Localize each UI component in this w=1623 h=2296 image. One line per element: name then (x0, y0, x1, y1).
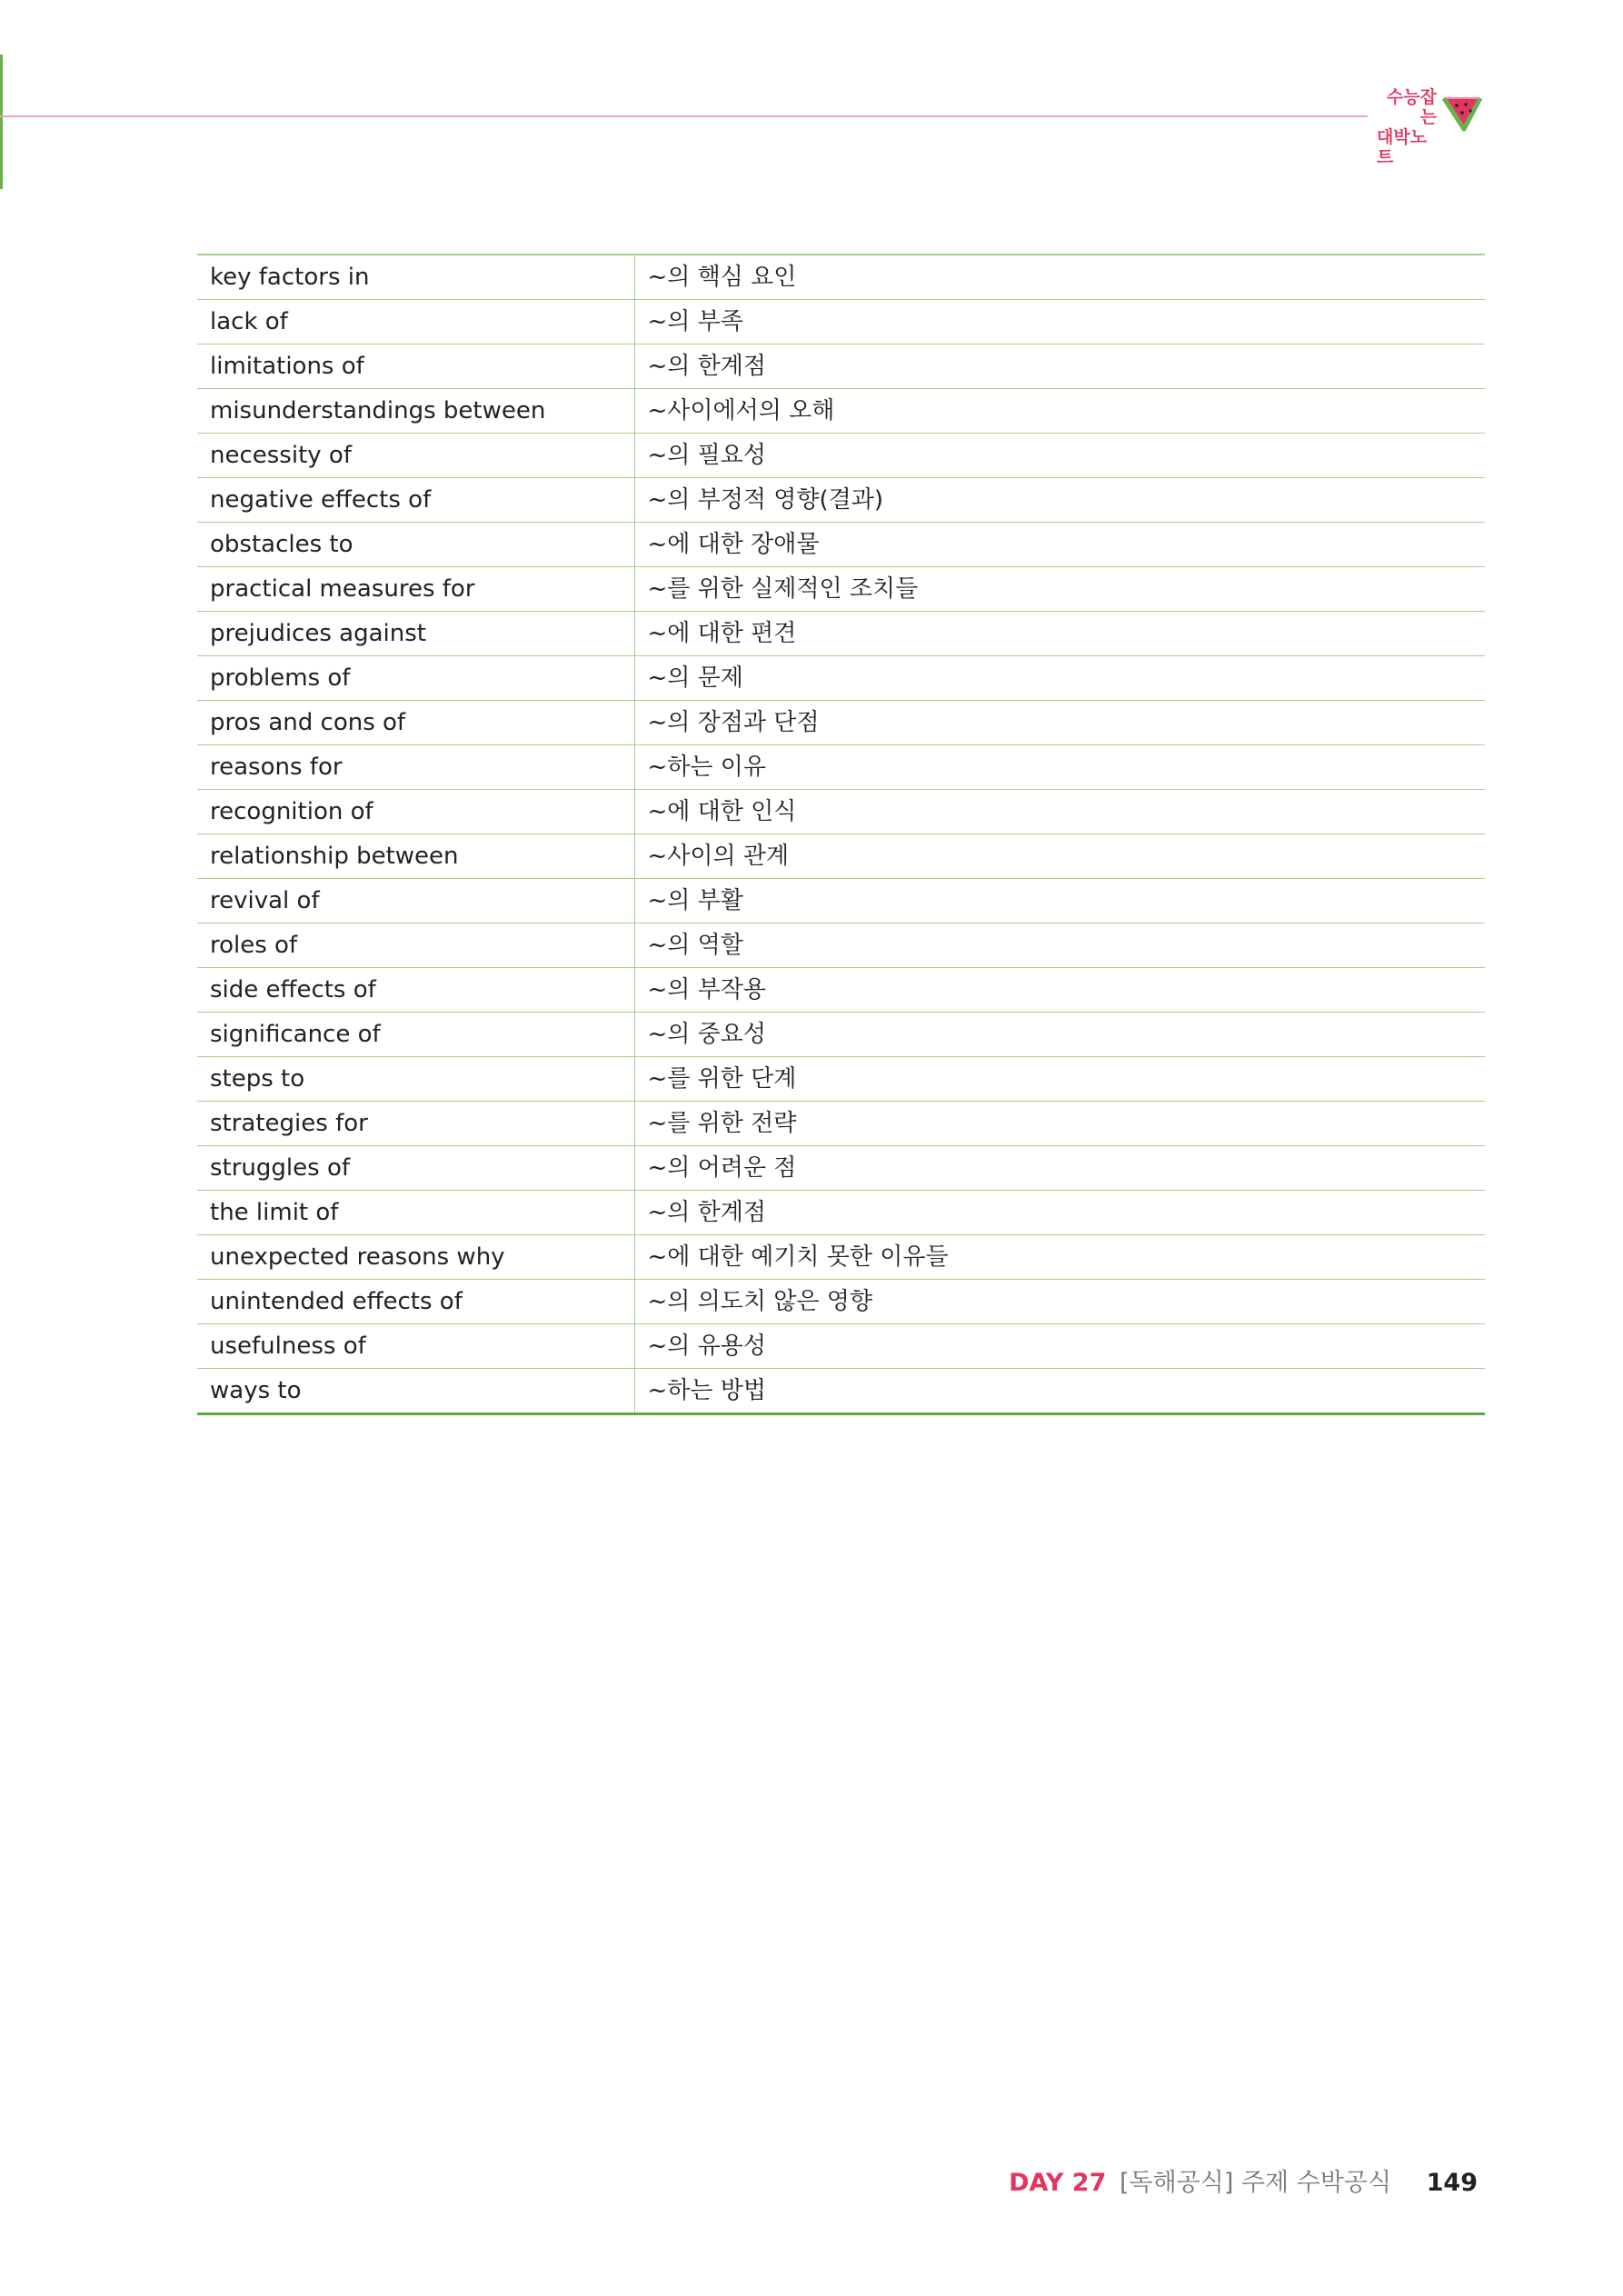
vocab-term: problems of (197, 656, 634, 701)
table-row (197, 1102, 1485, 1146)
vocab-meaning: ~에 대한 편견 (634, 612, 1485, 656)
vocab-term: negative effects of (197, 478, 634, 523)
page-number: 149 (1426, 2169, 1478, 2197)
vocab-meaning: ~의 중요성 (634, 1013, 1485, 1057)
watermelon-slice-icon (1440, 93, 1484, 133)
vocab-term: struggles of (197, 1146, 634, 1191)
table-row (197, 1280, 1485, 1324)
page-footer (1009, 2168, 1478, 2199)
vocabulary-table-body (197, 255, 1485, 1414)
vocab-term: reasons for (197, 745, 634, 790)
vocab-meaning: ~하는 이유 (634, 745, 1485, 790)
table-row (197, 1235, 1485, 1280)
vocab-meaning: ~의 부활 (634, 879, 1485, 923)
vocab-meaning: ~를 위한 실제적인 조치들 (634, 567, 1485, 612)
vocab-term: usefulness of (197, 1324, 634, 1369)
vocab-term: key factors in (197, 255, 634, 300)
table-row (197, 300, 1485, 344)
vocab-meaning: ~의 핵심 요인 (634, 255, 1485, 300)
vocab-term: roles of (197, 923, 634, 968)
vocab-term: unexpected reasons why (197, 1235, 634, 1280)
vocab-meaning: ~의 한계점 (634, 1191, 1485, 1235)
footer-title: [독해공식] 주제 수박공식 (1119, 2169, 1392, 2197)
table-row (197, 1191, 1485, 1235)
vocab-term: misunderstandings between (197, 389, 634, 434)
logo-line-2: 대박노트 (1377, 127, 1428, 167)
vocabulary-table (197, 254, 1485, 1415)
table-row (197, 923, 1485, 968)
vocab-term: side effects of (197, 968, 634, 1013)
vocab-meaning: ~의 역할 (634, 923, 1485, 968)
vocab-meaning: ~사이에서의 오해 (634, 389, 1485, 434)
footer-day: DAY 27 (1009, 2169, 1107, 2197)
vocab-meaning: ~의 부정적 영향(결과) (634, 478, 1485, 523)
vocab-meaning: ~에 대한 장애물 (634, 523, 1485, 567)
vocab-term: practical measures for (197, 567, 634, 612)
vocab-term: prejudices against (197, 612, 634, 656)
table-row (197, 1057, 1485, 1102)
table-row (197, 790, 1485, 834)
vocab-term: ways to (197, 1369, 634, 1414)
vocab-meaning: ~에 대한 인식 (634, 790, 1485, 834)
table-row (197, 834, 1485, 879)
table-row (197, 1324, 1485, 1369)
header-rule (0, 115, 1368, 117)
vocab-meaning: ~의 어려운 점 (634, 1146, 1485, 1191)
table-row (197, 1013, 1485, 1057)
vocab-term: revival of (197, 879, 634, 923)
vocab-term: significance of (197, 1013, 634, 1057)
table-row (197, 478, 1485, 523)
brand-logo (1377, 87, 1490, 167)
vocab-term: the limit of (197, 1191, 634, 1235)
table-row (197, 434, 1485, 478)
vocab-term: lack of (197, 300, 634, 344)
table-row (197, 1146, 1485, 1191)
table-row (197, 523, 1485, 567)
vocab-meaning: ~를 위한 단계 (634, 1057, 1485, 1102)
vocab-meaning: ~의 의도치 않은 영향 (634, 1280, 1485, 1324)
vocab-meaning: ~사이의 관계 (634, 834, 1485, 879)
table-row (197, 389, 1485, 434)
vocab-meaning: ~의 한계점 (634, 344, 1485, 389)
vocab-term: strategies for (197, 1102, 634, 1146)
vocab-meaning: ~의 부족 (634, 300, 1485, 344)
logo-line-1: 수능잡는 (1386, 87, 1437, 127)
vocab-term: obstacles to (197, 523, 634, 567)
vocab-term: steps to (197, 1057, 634, 1102)
vocab-term: pros and cons of (197, 701, 634, 745)
table-row (197, 1369, 1485, 1414)
table-row (197, 879, 1485, 923)
table-row (197, 612, 1485, 656)
vocab-term: necessity of (197, 434, 634, 478)
left-margin-bar (0, 55, 3, 189)
vocab-meaning: ~에 대한 예기치 못한 이유들 (634, 1235, 1485, 1280)
vocab-meaning: ~를 위한 전략 (634, 1102, 1485, 1146)
table-row (197, 567, 1485, 612)
table-row (197, 701, 1485, 745)
table-row (197, 745, 1485, 790)
table-row (197, 968, 1485, 1013)
vocab-meaning: ~하는 방법 (634, 1369, 1485, 1414)
vocab-term: recognition of (197, 790, 634, 834)
vocab-meaning: ~의 부작용 (634, 968, 1485, 1013)
vocab-term: relationship between (197, 834, 634, 879)
table-row (197, 255, 1485, 300)
vocab-meaning: ~의 필요성 (634, 434, 1485, 478)
table-row (197, 344, 1485, 389)
vocab-term: limitations of (197, 344, 634, 389)
vocab-term: unintended effects of (197, 1280, 634, 1324)
vocab-meaning: ~의 장점과 단점 (634, 701, 1485, 745)
table-row (197, 656, 1485, 701)
logo-text (1377, 87, 1437, 167)
vocab-meaning: ~의 유용성 (634, 1324, 1485, 1369)
vocab-meaning: ~의 문제 (634, 656, 1485, 701)
